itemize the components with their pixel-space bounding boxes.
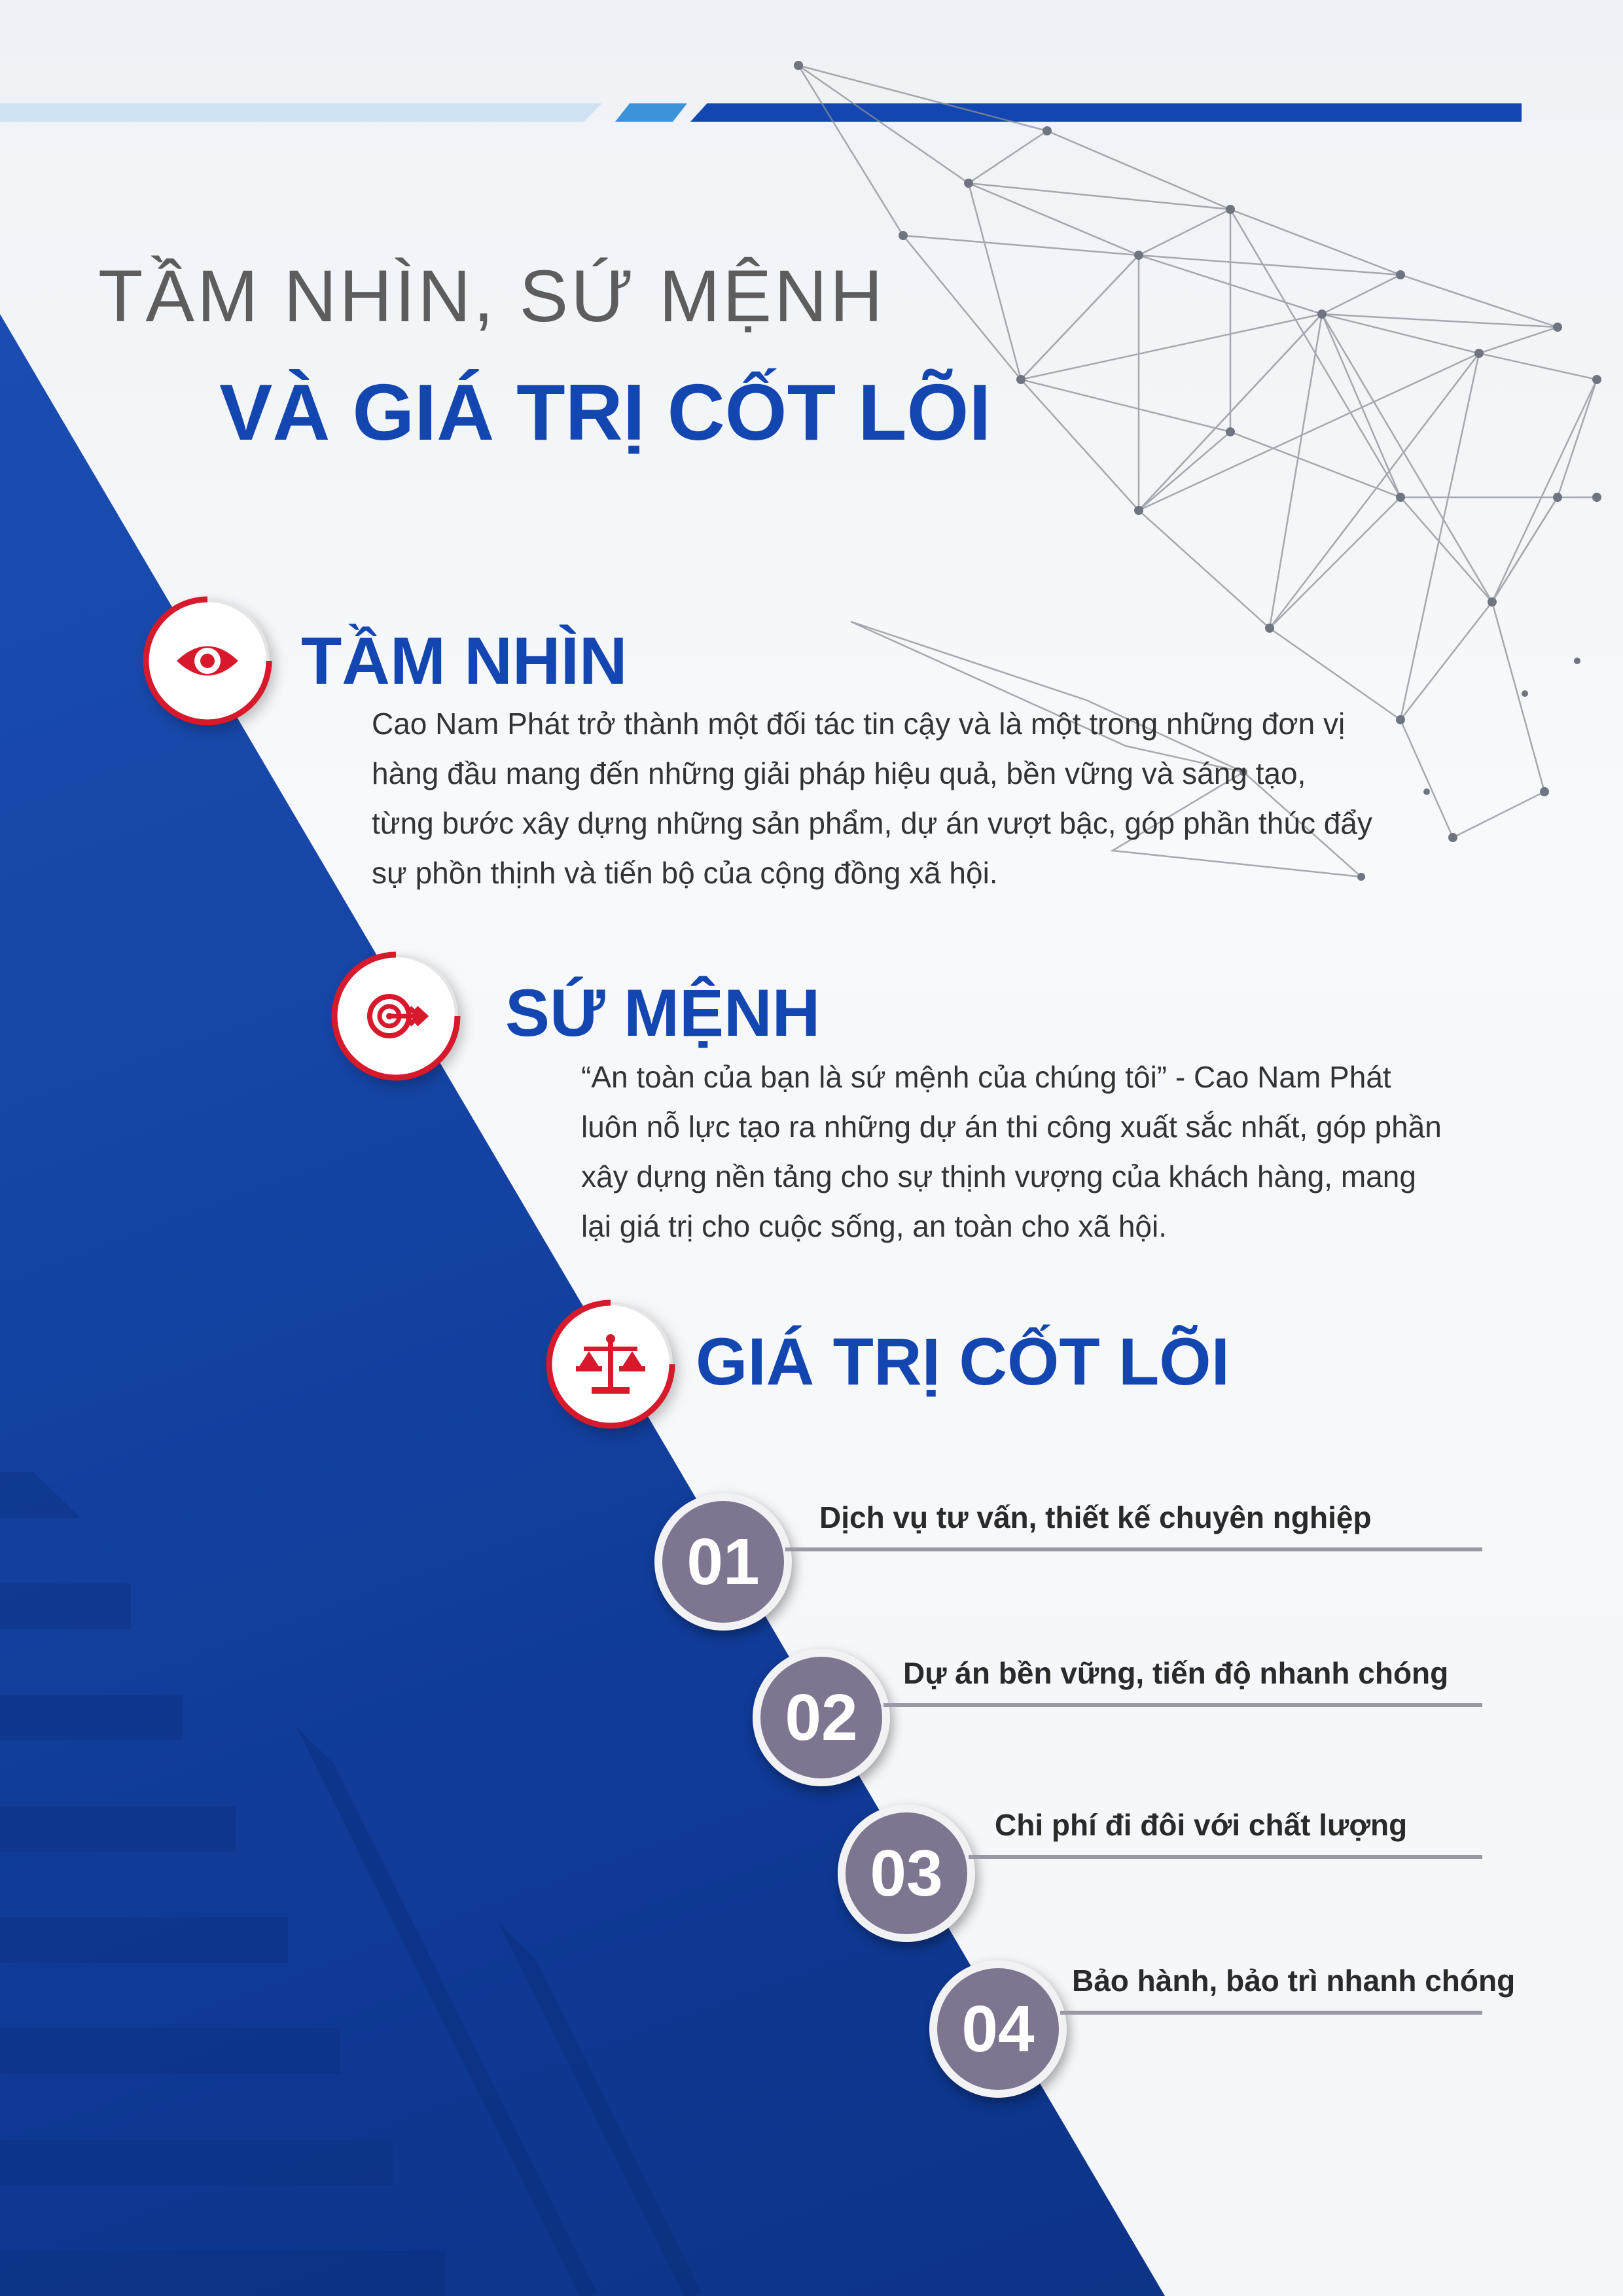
mission-line: xây dựng nền tảng cho sự thịnh vượng của khách hàng, mang (581, 1159, 1416, 1193)
value-label: Bảo hành, bảo trì nhanh chóng (1072, 1964, 1516, 1998)
core-values-title: GIÁ TRỊ CỐT LÕI (696, 1324, 1230, 1399)
value-number-badge: 01 (654, 1493, 792, 1631)
value-divider (1060, 2011, 1482, 2015)
eye-icon (171, 625, 243, 697)
vision-title: TẦM NHÌN (301, 624, 628, 698)
target-icon (360, 980, 432, 1052)
vision-description (372, 699, 1372, 898)
page-title-line1: TẦM NHÌN, SỨ MỆNH (98, 255, 885, 337)
vision-icon-badge (145, 599, 270, 723)
vision-line: Cao Nam Phát trở thành một đối tác tin cậy và là một trong những đơn vị (372, 707, 1346, 741)
value-label: Chi phí đi đôi với chất lượng (995, 1808, 1408, 1842)
value-number-badge: 02 (753, 1649, 890, 1786)
mission-line: lại giá trị cho cuộc sống, an toàn cho xã hội. (581, 1209, 1168, 1243)
mission-description (581, 1052, 1442, 1251)
mission-line: luôn nỗ lực tạo ra những dự án thi công xuất sắc nhất, góp phần (581, 1110, 1442, 1144)
vision-line: hàng đầu mang đến những giải pháp hiệu quả, bền vững và sáng tạo, (372, 756, 1306, 790)
value-number-badge: 04 (929, 1960, 1067, 2098)
mission-icon-badge (334, 954, 458, 1078)
core-values-icon-badge (548, 1302, 673, 1426)
vision-line: sự phồn thịnh và tiến bộ của cộng đồng xã hội. (372, 856, 998, 890)
value-divider (969, 1855, 1482, 1859)
value-divider (883, 1703, 1482, 1707)
value-divider (785, 1547, 1482, 1551)
vision-line: từng bước xây dựng những sản phẩm, dự án vượt bậc, góp phần thúc đẩy (372, 806, 1372, 840)
mission-title: SỨ MỆNH (505, 976, 821, 1050)
page-title-line2: VÀ GIÁ TRỊ CỐT LÕI (219, 368, 991, 457)
scales-icon (575, 1328, 647, 1400)
value-label: Dự án bền vững, tiến độ nhanh chóng (903, 1656, 1449, 1690)
value-number-badge: 03 (838, 1805, 975, 1942)
top-bar-mid (615, 103, 687, 122)
value-label: Dịch vụ tư vấn, thiết kế chuyên nghiệp (819, 1500, 1372, 1534)
mission-line: “An toàn của bạn là sứ mệnh của chúng tôi” - Cao Nam Phát (581, 1060, 1391, 1094)
top-bar-light (0, 103, 602, 122)
